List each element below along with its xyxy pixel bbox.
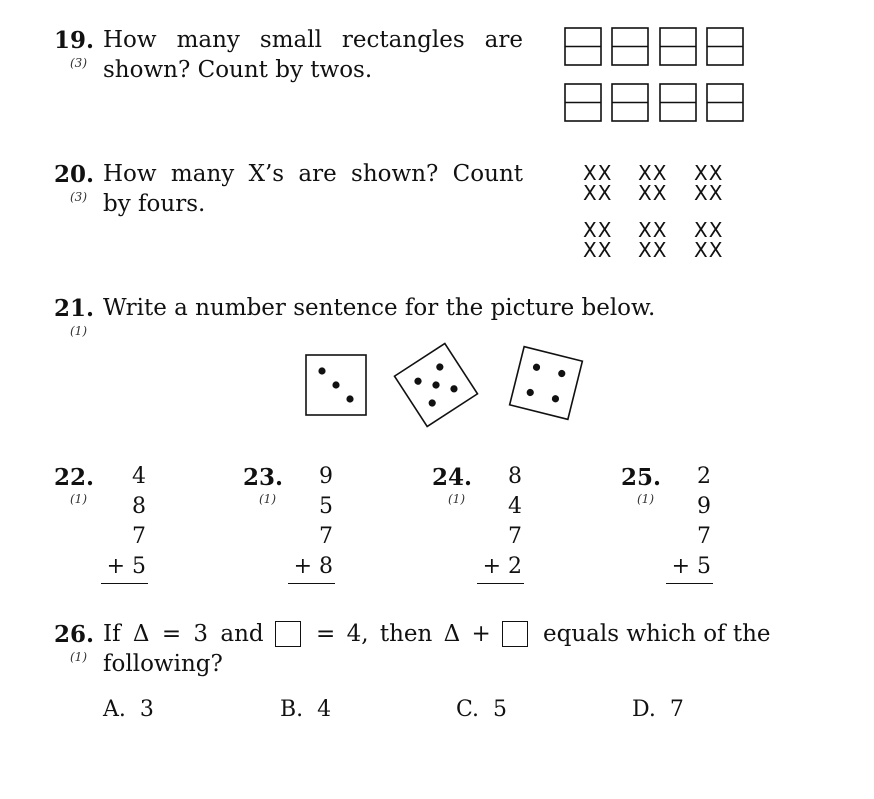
rect-pair-6 [612, 84, 648, 121]
q26-text-part3: equals which of the [543, 621, 771, 647]
q20-points: (3) [70, 190, 87, 204]
q24-addends: 8 4 7 + 2 [482, 464, 522, 579]
q25-addends: 2 9 7 + 5 [671, 464, 711, 579]
q22-number: 22. [54, 464, 95, 491]
x-group-1: XX XX [583, 161, 613, 205]
q23-sum-line [288, 583, 335, 584]
choice-a: A. 3 [103, 697, 154, 722]
x-group-3: XX XX [694, 161, 724, 205]
q25-points: (1) [637, 492, 654, 506]
choice-b: B. 4 [280, 697, 332, 722]
q23-addends: 9 5 7 + 8 [293, 464, 333, 579]
q19-line1: How many small rectangles are [103, 27, 523, 53]
rect-pair-8 [707, 84, 743, 121]
q19-rectangles-figure [560, 24, 750, 126]
q19-points: (3) [70, 56, 87, 70]
rect-pair-7 [660, 84, 696, 121]
q24-number: 24. [432, 464, 473, 491]
rect-pair-4 [707, 28, 743, 65]
q24-points: (1) [448, 492, 465, 506]
q23-number: 23. [243, 464, 284, 491]
q21-dice-figure [295, 340, 595, 435]
q21-text: Write a number sentence for the picture below. [103, 295, 656, 321]
rect-pair-2 [612, 28, 648, 65]
q26-square-symbol [275, 621, 301, 647]
die-three [306, 355, 366, 415]
q22-sum-line [101, 583, 148, 584]
q19-number: 19. [54, 27, 95, 54]
q26-text-part1: If Δ = 3 and [103, 621, 264, 647]
x-group-4: XX XX [583, 218, 613, 262]
q20-line2: by fours. [103, 191, 206, 217]
x-group-2: XX XX [638, 161, 668, 205]
q24-sum-line [477, 583, 524, 584]
x-group-6: XX XX [694, 218, 724, 262]
q20-line1: How many X’s are shown? Count [103, 161, 523, 187]
choice-d: D. 7 [632, 697, 684, 722]
x-group-5: XX XX [638, 218, 668, 262]
rect-pair-3 [660, 28, 696, 65]
q26-line2: following? [103, 651, 223, 677]
q25-number: 25. [621, 464, 662, 491]
die-four [510, 347, 583, 420]
q21-points: (1) [70, 324, 87, 338]
rect-pair-1 [565, 28, 601, 65]
choice-c: C. 5 [456, 697, 508, 722]
q26-text-part2: = 4, then Δ + [316, 621, 491, 647]
q26-points: (1) [70, 650, 87, 664]
q26-number: 26. [54, 621, 95, 648]
q21-number: 21. [54, 295, 95, 322]
q20-number: 20. [54, 161, 95, 188]
q25-sum-line [666, 583, 713, 584]
q26-square-symbol-2 [502, 621, 528, 647]
q22-points: (1) [70, 492, 87, 506]
q23-points: (1) [259, 492, 276, 506]
rect-pair-5 [565, 84, 601, 121]
q22-addends: 4 8 7 + 5 [106, 464, 146, 579]
die-five [395, 344, 478, 427]
q19-line2: shown? Count by twos. [103, 57, 373, 83]
